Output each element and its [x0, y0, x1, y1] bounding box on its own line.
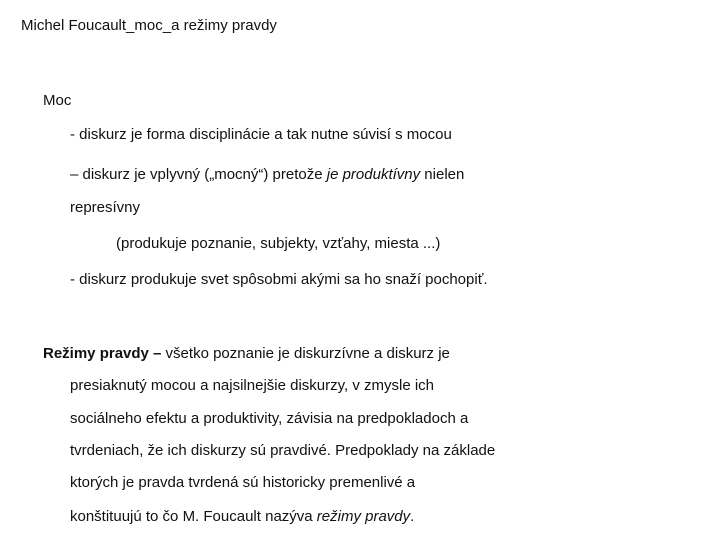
rezimy-line-5: ktorých je pravda tvrdená sú historicky premenlivé a [70, 474, 416, 491]
moc-line-4: (produkuje poznanie, subjekty, vzťahy, miesta ...) [116, 235, 441, 252]
rezimy-line-3: sociálneho efektu a produktivity, závisia na predpokladoch a [70, 410, 469, 427]
moc-line-2-pre: – diskurz je vplyvný („mocný“) pretože [70, 166, 327, 183]
rezimy-line-2: presiaknutý mocou a najsilnejšie diskurzy, v zmysle ich [70, 377, 435, 394]
document-title: Michel Foucault_moc_a režimy pravdy [21, 17, 277, 34]
moc-line-2-emphasis: je produktívny [326, 166, 421, 183]
rezimy-line-6-pre: konštituujú to čo M. Foucault nazýva [70, 508, 317, 525]
section-heading-rezimy: Režimy pravdy – [43, 345, 162, 362]
rezimy-line-6-post: . [410, 508, 415, 525]
moc-line-2 [70, 165, 464, 185]
moc-line-2-post: nielen [420, 166, 465, 183]
moc-line-5: - diskurz produkuje svet spôsobmi akými sa ho snaží pochopiť. [70, 271, 488, 288]
rezimy-line-4: tvrdeniach, že ich diskurzy sú pravdivé. Predpoklady na základe [70, 442, 496, 459]
section-heading-moc: Moc [43, 92, 72, 109]
moc-line-1: - diskurz je forma disciplinácie a tak nutne súvisí s mocou [70, 126, 452, 143]
rezimy-line-6-emphasis: režimy pravdy [316, 508, 411, 525]
rezimy-line-6 [70, 507, 414, 527]
moc-line-3: represívny [70, 199, 141, 216]
rezimy-line-1 [43, 344, 450, 364]
rezimy-line-1-rest: všetko poznanie je diskurzívne a diskurz je [161, 345, 450, 362]
